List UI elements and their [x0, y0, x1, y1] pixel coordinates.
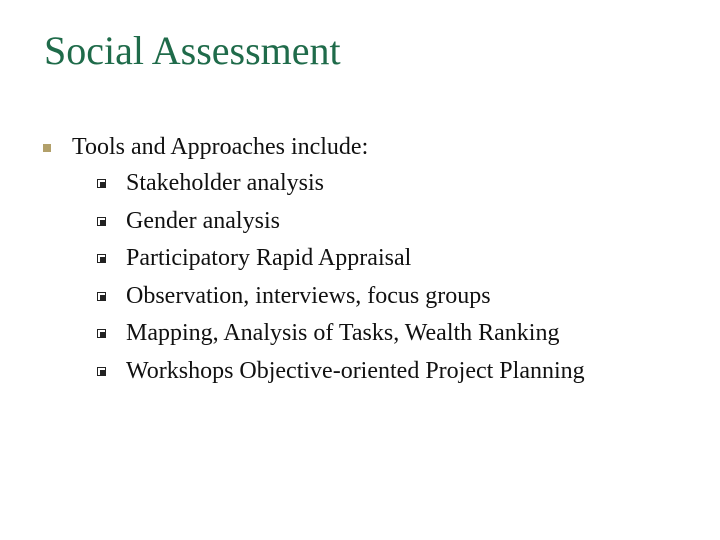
- main-bullet-text: Tools and Approaches include:: [72, 134, 369, 160]
- checkbox-icon: [97, 367, 106, 376]
- sub-bullet-item: [0, 204, 720, 242]
- checkbox-icon: [97, 254, 106, 263]
- checkbox-icon: [97, 292, 106, 301]
- sub-bullet-item: [0, 354, 720, 392]
- sub-bullet-text: Participatory Rapid Appraisal: [126, 245, 412, 271]
- main-bullet: [0, 130, 720, 166]
- checkbox-icon: [97, 329, 106, 338]
- sub-bullet-item: [0, 279, 720, 317]
- checkbox-icon: [97, 217, 106, 226]
- sub-bullet-item: [0, 241, 720, 279]
- sub-bullet-text: Mapping, Analysis of Tasks, Wealth Ranking: [126, 320, 560, 346]
- sub-bullet-text: Gender analysis: [126, 207, 280, 234]
- square-bullet-icon: [43, 144, 51, 152]
- sub-bullet-item: [0, 166, 720, 204]
- sub-bullet-text: Observation, interviews, focus groups: [126, 282, 491, 309]
- sub-bullet-text: Stakeholder analysis: [126, 170, 324, 196]
- checkbox-icon: [97, 179, 106, 188]
- sub-bullet-text: Workshops Objective-oriented Project Planning: [126, 357, 585, 384]
- slide-title: Social Assessment: [44, 28, 341, 73]
- sub-bullet-list: [0, 166, 720, 391]
- sub-bullet-item: [0, 316, 720, 354]
